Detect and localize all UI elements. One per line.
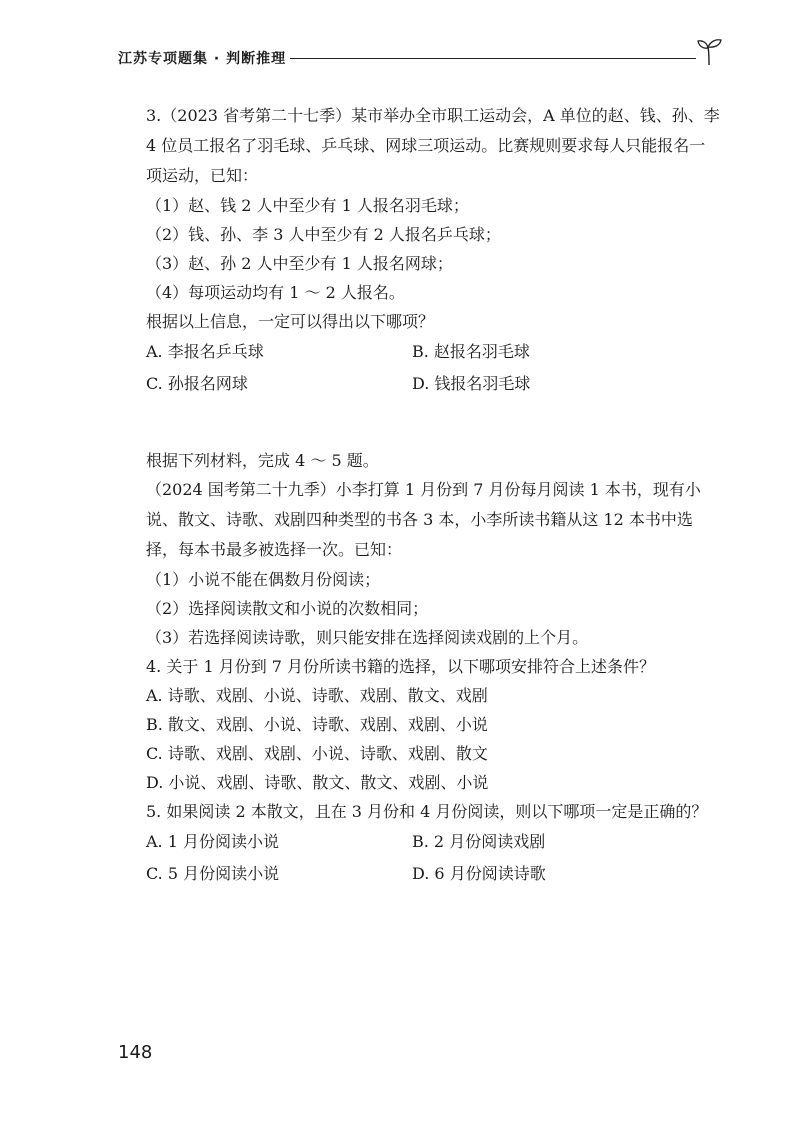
material-condition-2: （2）选择阅读散文和小说的次数相同； [146,599,429,618]
q3-option-d: D. 钱报名羽毛球 [412,374,531,393]
material-text: （2024 国考第二十九季）小李打算 1 月份到 7 月份每月阅读 1 本书，现有小说、散文、诗歌、戏剧四种类型的书各 3 本，小李所读书籍从这 12 本书中选择，每本书最多被选择一次。已知： [146,480,701,559]
page-number: 148 [118,1042,153,1063]
q5-option-c: C. 5 月份阅读小说 [146,864,280,883]
q3-options [146,336,720,400]
q4-option-c: C. 诗歌、戏剧、戏剧、小说、诗歌、戏剧、散文 [146,744,488,763]
material-condition-1: （1）小说不能在偶数月份阅读； [146,570,381,589]
question-5-stem: 5. 如果阅读 2 本散文，且在 3 月份和 4 月份阅读，则以下哪项一定是正确的？ [146,802,708,821]
q3-condition-4: （4）每项运动均有 1 ～ 2 人报名。 [146,283,405,302]
material-heading: 根据下列材料，完成 4 ～ 5 题。 [146,451,379,470]
material-section [146,446,720,890]
q3-question: 根据以上信息，一定可以得出以下哪项？ [146,312,435,331]
q5-option-b: B. 2 月份阅读戏剧 [412,832,546,851]
question-4-stem: 4. 关于 1 月份到 7 月份所读书籍的选择，以下哪项安排符合上述条件？ [146,657,656,676]
q4-option-a: A. 诗歌、戏剧、小说、诗歌、戏剧、散文、戏剧 [146,686,488,705]
q5-option-a: A. 1 月份阅读小说 [146,832,279,851]
q4-option-d: D. 小说、戏剧、诗歌、散文、散文、戏剧、小说 [146,773,489,792]
question-3-intro: 3.（2023 省考第二十七季）某市举办全市职工运动会，A 单位的赵、钱、孙、李 4 位员工报名了羽毛球、乒乓球、网球三项运动。比赛规则要求每人只能报名一项运动，已知： [146,106,720,185]
q3-option-c: C. 孙报名网球 [146,374,248,393]
q4-option-b: B. 散文、戏剧、小说、诗歌、戏剧、戏剧、小说 [146,715,488,734]
header-title: 江苏专项题集 · 判断推理 [118,51,287,67]
page-header [118,46,738,76]
q5-option-d: D. 6 月份阅读诗歌 [412,864,546,883]
q3-condition-1: （1）赵、钱 2 人中至少有 1 人报名羽毛球； [146,196,469,215]
q3-option-b: B. 赵报名羽毛球 [412,342,530,361]
header-rule [290,58,696,59]
q3-option-a: A. 李报名乒乓球 [146,342,264,361]
q5-options [146,826,720,890]
q3-condition-2: （2）钱、孙、李 3 人中至少有 2 人报名乒乓球； [146,225,501,244]
question-3 [146,101,720,400]
sprout-icon [696,38,722,66]
q3-condition-3: （3）赵、孙 2 人中至少有 1 人报名网球； [146,254,453,273]
material-condition-3: （3）若选择阅读诗歌，则只能安排在选择阅读戏剧的上个月。 [146,628,589,647]
